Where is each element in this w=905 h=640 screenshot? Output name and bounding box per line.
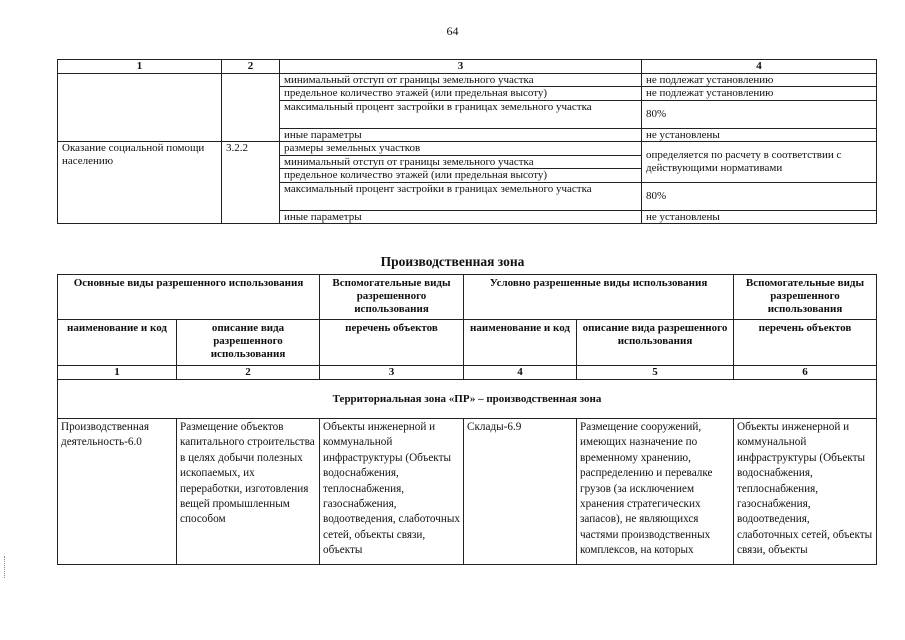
- sub-header: наименование и код: [464, 320, 577, 366]
- table-row: [58, 73, 877, 87]
- object-list: Объекты инженерной и коммунальной инфраструктуры (Объекты водоснабжения, теплоснабжения, газоснабжения, водоотведения, слаботочных сетей, объекты связи, объекты: [320, 419, 464, 565]
- use-description: Размещение объектов капитального строительства в целях добычи полезных ископаемых, их переработки, изготовления вещей промышленным способом: [177, 419, 320, 565]
- column-number: 4: [464, 366, 577, 380]
- group-header: Условно разрешенные виды использования: [464, 275, 734, 320]
- page-number: 64: [446, 24, 459, 38]
- column-number: 1: [58, 366, 177, 380]
- use-name-code: Склады-6.9: [464, 419, 577, 565]
- empty-cell: [58, 73, 222, 142]
- parameter-name: максимальный процент застройки в границах земельного участка: [280, 182, 642, 210]
- use-description: Размещение сооружений, имеющих назначение по временному хранению, распределению и перевалке грузов (за исключением хранения стратегических запасов), не являющихся частями производственных комплексов, на которых: [577, 419, 734, 565]
- parameter-name: иные параметры: [280, 128, 642, 142]
- parameter-name: максимальный процент застройки в границах земельного участка: [280, 100, 642, 128]
- table-row: [58, 142, 877, 156]
- territorial-zone-row: [58, 380, 877, 419]
- sub-header: наименование и код: [58, 320, 177, 366]
- column-number: 6: [734, 366, 877, 380]
- column-number: 3: [320, 366, 464, 380]
- column-number-row: [58, 366, 877, 380]
- group-header: Вспомогательные виды разрешенного использования: [734, 275, 877, 320]
- section-title: Производственная зона: [380, 254, 525, 269]
- sub-header: перечень объектов: [320, 320, 464, 366]
- use-name-code: Производственная деятельность-6.0: [58, 419, 177, 565]
- parameter-name: минимальный отступ от границы земельного участка: [280, 155, 642, 169]
- object-list: Объекты инженерной и коммунальной инфраструктуры (Объекты водоснабжения, теплоснабжения, газоснабжения, водоотведения, слаботочных сетей, объекты связи, объекты: [734, 419, 877, 565]
- group-header: Основные виды разрешенного использования: [58, 275, 320, 320]
- use-type-name: Оказание социальной помощи населению: [58, 142, 222, 224]
- empty-cell: [222, 73, 280, 142]
- sub-header: описание вида разрешенного использования: [577, 320, 734, 366]
- parameter-value: не установлены: [642, 128, 877, 142]
- sub-header-row: [58, 320, 877, 366]
- column-number: 5: [577, 366, 734, 380]
- parameter-value: определяется по расчету в соответствии с действующими нормативами: [642, 142, 877, 183]
- parameter-name: предельное количество этажей (или предельная высоту): [280, 169, 642, 183]
- sub-header: описание вида разрешенного использования: [177, 320, 320, 366]
- parameter-value: не подлежат установлению: [642, 87, 877, 101]
- parameter-value: 80%: [642, 100, 877, 128]
- group-header-row: [58, 275, 877, 320]
- column-number: 2: [177, 366, 320, 380]
- territorial-zone-title: Территориальная зона «ПР» – производственная зона: [58, 380, 877, 419]
- parameter-name: предельное количество этажей (или предельная высоту): [280, 87, 642, 101]
- column-number: 3: [280, 60, 642, 74]
- group-header: Вспомогательные виды разрешенного использования: [320, 275, 464, 320]
- parameter-value: не подлежат установлению: [642, 73, 877, 87]
- column-number: 1: [58, 60, 222, 74]
- parameter-name: минимальный отступ от границы земельного участка: [280, 73, 642, 87]
- sub-header: перечень объектов: [734, 320, 877, 366]
- parameter-name: иные параметры: [280, 210, 642, 224]
- zone-table: [57, 274, 877, 565]
- table-row: [58, 419, 877, 565]
- parameters-table: [57, 59, 877, 224]
- parameter-value: 80%: [642, 182, 877, 210]
- table-header-row: [58, 60, 877, 74]
- use-type-code: 3.2.2: [222, 142, 280, 224]
- parameter-value: не установлены: [642, 210, 877, 224]
- parameter-name: размеры земельных участков: [280, 142, 642, 156]
- margin-mark: [4, 556, 11, 578]
- column-number: 2: [222, 60, 280, 74]
- column-number: 4: [642, 60, 877, 74]
